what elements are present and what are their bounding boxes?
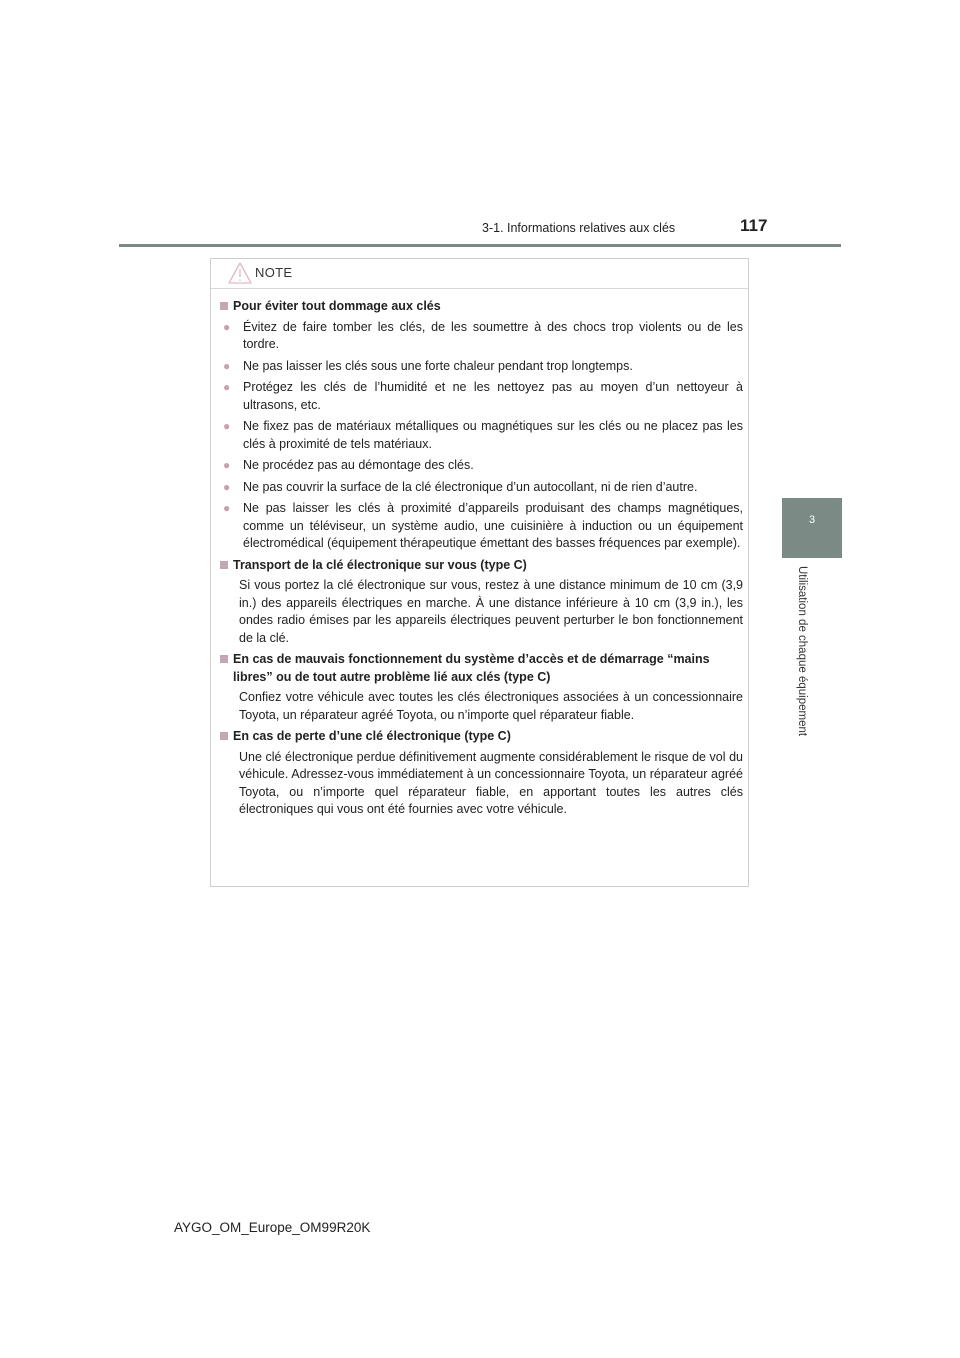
dot-bullet-icon: ● — [223, 501, 231, 515]
square-bullet-icon — [220, 655, 228, 663]
section-paragraph: Une clé électronique perdue définitivement augmente considérablement le risque de vol du véhicule. Adressez-vous immédiatement à un concessionnaire Toyota, un réparateur agréé Toyota, ou n’importe quel réparateur fiable, en apportant toutes les autres clés électroniques qui vous ont été fournies avec votre véhicule. — [239, 749, 743, 816]
document-id-footer: AYGO_OM_Europe_OM99R20K — [174, 1220, 371, 1235]
square-bullet-icon — [220, 561, 228, 569]
note-section-carrying-key — [219, 557, 743, 648]
list-item: ● Ne pas laisser les clés sous une forte chaleur pendant trop longtemps. — [219, 358, 743, 376]
section-title-text: En cas de perte d’une clé électronique (type C) — [233, 729, 511, 743]
note-header — [211, 259, 748, 289]
section-paragraph: Si vous portez la clé électronique sur vous, restez à une distance minimum de 10 cm (3,9 in.) des appareils électriques en marche. À une distance inférieure à 10 cm (3,9 in.), les ondes radio émises par les appareils électriques peuvent perturber le bon fonctionnement de la clé. — [239, 578, 743, 645]
section-title — [219, 651, 743, 686]
note-title: NOTE — [255, 265, 293, 280]
note-box — [210, 258, 749, 887]
header-divider — [119, 244, 841, 247]
section-title — [219, 728, 743, 746]
warning-triangle-icon — [227, 261, 253, 285]
section-title-text: En cas de mauvais fonctionnement du système d’accès et de démarrage “mains libres” ou de tout autre problème lié aux clés (type C) — [233, 652, 710, 684]
list-item: ● Ne pas laisser les clés à proximité d’appareils produisant des champs magnétiques, comme un téléviseur, un système audio, une cuisinière à induction ou un équipement électromédical (équipement thérapeutique émettant des basses fréquences par exemple). — [219, 500, 743, 553]
section-title-text: Pour éviter tout dommage aux clés — [233, 299, 441, 313]
section-title-text: Transport de la clé électronique sur vous (type C) — [233, 557, 527, 572]
dot-bullet-icon: ● — [223, 319, 231, 334]
dot-bullet-icon: ● — [223, 358, 231, 373]
note-section-malfunction — [219, 651, 743, 724]
dot-bullet-icon: ● — [223, 380, 231, 394]
note-section-key-damage — [219, 298, 743, 553]
dot-bullet-icon: ● — [223, 419, 231, 433]
square-bullet-icon — [220, 732, 228, 740]
chapter-number: 3 — [808, 514, 816, 526]
section-title — [219, 557, 743, 575]
list-item: ● Évitez de faire tomber les clés, de les soumettre à des chocs trop violents ou de les tordre. — [219, 319, 743, 354]
section-paragraph: Confiez votre véhicule avec toutes les clés électroniques associées à un concessionnaire Toyota, un réparateur agréé Toyota, ou n’importe quel réparateur fiable. — [239, 690, 743, 722]
dot-bullet-icon: ● — [223, 479, 231, 494]
list-item: ● Protégez les clés de l’humidité et ne les nettoyez pas au moyen d’un nettoyeur à ultrasons, etc. — [219, 379, 743, 414]
note-section-lost-key — [219, 728, 743, 819]
chapter-tab — [782, 498, 842, 558]
square-bullet-icon — [220, 302, 228, 310]
list-item: ● Ne procédez pas au démontage des clés. — [219, 457, 743, 475]
chapter-label: Utilisation de chaque équipement — [796, 566, 808, 737]
section-heading: 3-1. Informations relatives aux clés — [482, 221, 676, 235]
list-item: ● Ne fixez pas de matériaux métalliques ou magnétiques sur les clés ou ne placez pas les clés à proximité de tels matériaux. — [219, 418, 743, 453]
note-body — [219, 298, 743, 823]
page-number: 117 — [740, 216, 768, 235]
dot-bullet-icon: ● — [223, 458, 231, 472]
list-item: ● Ne pas couvrir la surface de la clé électronique d’un autocollant, ni de rien d’autre. — [219, 479, 743, 497]
section-title — [219, 298, 743, 316]
